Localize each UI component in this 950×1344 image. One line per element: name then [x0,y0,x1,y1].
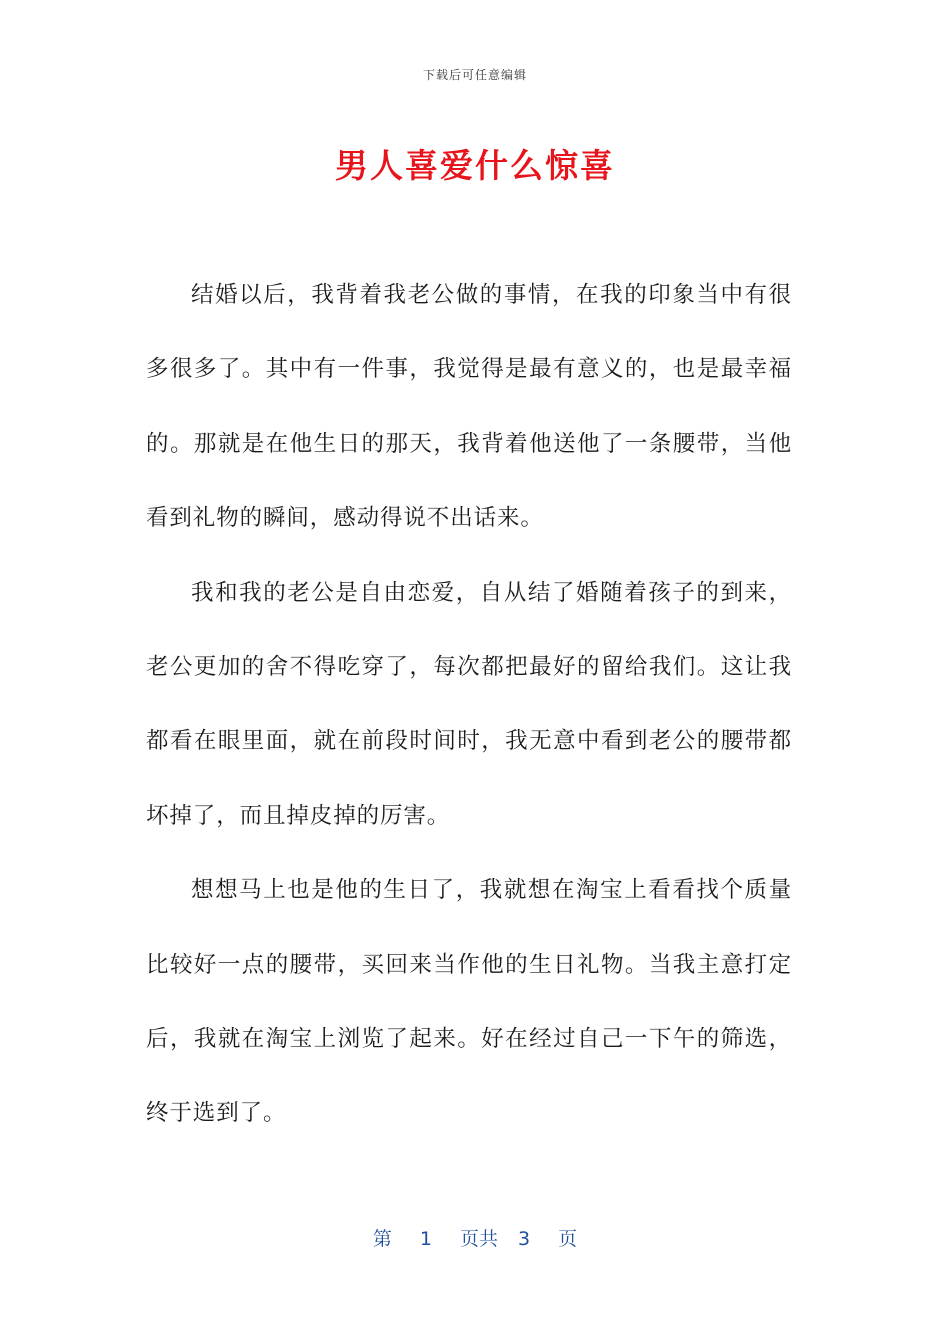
footer-page-suffix: 页 [558,1228,578,1250]
document-body [146,258,792,1151]
footer-page-prefix: 第 [372,1228,392,1250]
document-title: 男人喜爱什么惊喜 [335,146,615,185]
footer-page-total: 3 [518,1228,531,1250]
paragraph-3: 想想马上也是他的生日了，我就想在淘宝上看看找个质量比较好一点的腰带，买回来当作他的生日礼物。当我主意打定后，我就在淘宝上浏览了起来。好在经过自己一下午的筛选，终于选到了。 [146,877,792,1127]
page-footer [0,1224,950,1251]
footer-page-middle: 页共 [459,1228,498,1250]
footer-page-number: 1 [419,1228,432,1250]
paragraph-2: 我和我的老公是自由恋爱，自从结了婚随着孩子的到来，老公更加的舍不得吃穿了，每次都把最好的留给我们。这让我都看在眼里面，就在前段时间时，我无意中看到老公的腰带都坏掉了，而且掉皮掉的厉害。 [146,579,792,829]
paragraph-1: 结婚以后，我背着我老公做的事情，在我的印象当中有很多很多了。其中有一件事，我觉得是最有意义的，也是最幸福的。那就是在他生日的那天，我背着他送他了一条腰带，当他看到礼物的瞬间，感动得说不出话来。 [146,282,792,532]
header-note: 下载后可任意编辑 [422,68,527,82]
